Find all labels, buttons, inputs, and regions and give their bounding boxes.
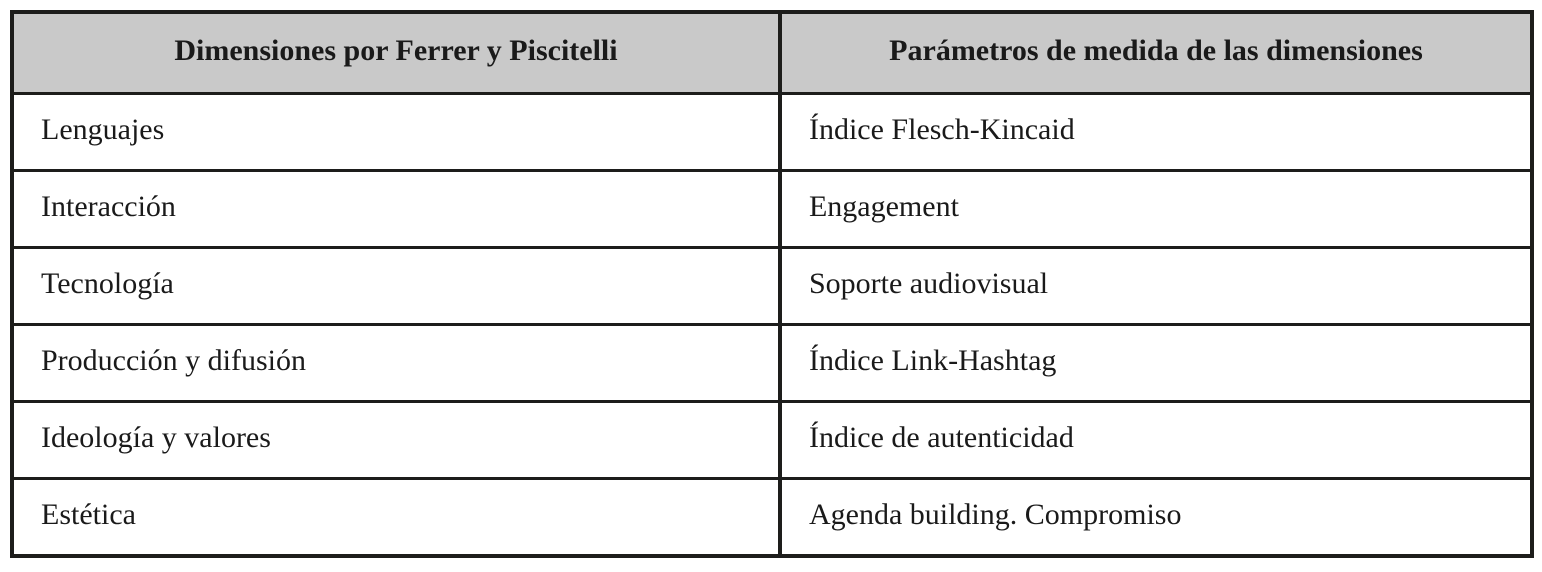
dimension-cell-produccion-difusion: Producción y difusión xyxy=(14,323,778,400)
header-cell-dimensions: Dimensiones por Ferrer y Piscitelli xyxy=(14,14,778,92)
dimensions-parameters-table xyxy=(10,10,1534,558)
header-cell-parameters: Parámetros de medida de las dimensiones xyxy=(778,14,1530,92)
parameter-cell-autenticidad: Índice de autenticidad xyxy=(778,400,1530,477)
dimension-cell-estetica: Estética xyxy=(14,477,778,554)
parameter-cell-link-hashtag: Índice Link-Hashtag xyxy=(778,323,1530,400)
dimension-cell-interaccion: Interacción xyxy=(14,169,778,246)
dimension-cell-lenguajes: Lenguajes xyxy=(14,92,778,169)
dimension-cell-ideologia-valores: Ideología y valores xyxy=(14,400,778,477)
parameter-cell-soporte-audiovisual: Soporte audiovisual xyxy=(778,246,1530,323)
dimension-cell-tecnologia: Tecnología xyxy=(14,246,778,323)
parameter-cell-engagement: Engagement xyxy=(778,169,1530,246)
parameter-cell-agenda-building: Agenda building. Compromiso xyxy=(778,477,1530,554)
parameter-cell-flesch-kincaid: Índice Flesch-Kincaid xyxy=(778,92,1530,169)
